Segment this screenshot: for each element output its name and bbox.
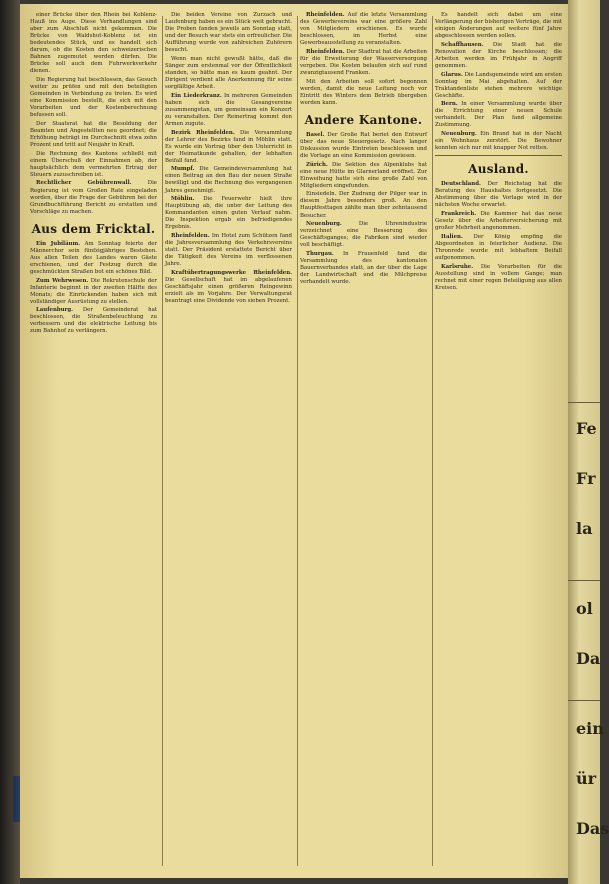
paragraph: Wenn man nicht gewußt hätte, daß die Sänger zum erstenmal vor der Öffentlichkeit standen, so hätte man es kaum geahnt. Der Dirigent verdient alle Anerkennung für seine sorgfältige Arbeit.	[165, 55, 292, 91]
paragraph: einer Brücke über den Rhein bei Koblenz-Hauß ins Auge. Diese Verhandlungen sind aber zum Abschluß nicht gekommen. Die Brücke von Waldshut-Koblenz ist ein bedeutendes Stück, und es handelt sich darum, ob die Kosten den schweizerischen Bahnen zugemutet werden dürfen. Die Brücke soll auch dem Fuhrwerkverkehr dienen.	[30, 12, 157, 75]
ad-fragment: ein	[576, 719, 604, 738]
paragraph: Rechtlicher Gebührenwall. Die Regierung ist vom Großen Rate eingeladen worden, über die Frage der Gebühren bei der Grundbuchführung Bericht zu erstatten und Vorschläge zu machen.	[30, 180, 158, 215]
paragraph: Glarus. Die Landsgemeinde wird am ersten Sonntag im Mai abgehalten. Auf der Traktandenliste stehen mehrere wichtige Geschäfte.	[435, 71, 563, 99]
paragraph: Möhlin. Die Feuerwehr hielt ihre Hauptübung ab, die unter der Leitung des Kommandanten einen guten Verlauf nahm. Die Inspektion ergab ein befriedigendes Ergebnis.	[165, 196, 292, 231]
paragraph: Neuenburg. Ein Brand hat in der Nacht ein Wohnhaus zerstört. Die Bewohner konnten sich nur mit knapper Not retten.	[435, 131, 562, 152]
ad-fragment: ür	[576, 769, 597, 788]
section-heading-kantone: Andere Kantone.	[304, 112, 423, 127]
page-columns	[30, 12, 563, 870]
paragraph: Karlsruhe. Die Vorarbeiten für die Ausstellung sind in vollem Gange; man rechnet mit einer regen Beteiligung aus allen Kreisen.	[435, 263, 562, 291]
ad-rule	[568, 580, 600, 581]
column-4	[435, 12, 562, 870]
paragraph: Basel. Der Große Rat beriet den Entwurf über das neue Steuergesetz. Nach langer Diskussion wurde Eintreten beschlossen und die Vorlage an eine Kommission gewiesen.	[300, 131, 427, 159]
paragraph: Ein Liederkranz. In mehreren Gemeinden haben sich die Gesangvereine zusammengetan, um gemeinsam ein Konzert zu veranstalten. Der Reinertrag kommt den Armen zugute.	[165, 92, 293, 127]
column-1	[30, 12, 157, 870]
section-heading-ausland: Ausland.	[468, 162, 529, 177]
paragraph: Mumpf. Die Gemeindeversammlung hat einen Beitrag an den Bau der neuen Straße bewilligt und die Rechnung des vergangenen Jahres genehmigt.	[165, 166, 292, 194]
ad-rule	[568, 402, 600, 403]
paragraph: Deutschland. Der Reichstag hat die Beratung des Haushaltes fortgesetzt. Die Abstimmung über die Vorlage wird in der nächsten Woche erwartet.	[435, 181, 562, 209]
paragraph: Bern. In einer Versammlung wurde über die Errichtung einer neuen Schule verhandelt. Der Plan fand allgemeine Zustimmung.	[435, 101, 563, 129]
column-rule	[297, 16, 298, 866]
paragraph: Rheinfelden. Der Stadtrat hat die Arbeiten für die Erweiterung der Wasserversorgung vergeben. Die Kosten belaufen sich auf rund zwanzigtausend Franken.	[300, 48, 427, 76]
column-3	[300, 12, 427, 870]
paragraph: Die beiden Vereine von Zurzach und Laufenburg haben es ein Stück weit gebracht. Die Proben fanden jeweils am Sonntag statt, und der Besuch war stets ein erfreulicher. Die Aufführung wurde von zahlreichen Zuhörern besucht.	[165, 12, 292, 54]
book-binding	[0, 0, 20, 884]
paragraph: Neuenburg. Die Uhrenindustrie verzeichnet eine Besserung des Geschäftsganges; die Fabriken sind wieder voll beschäftigt.	[300, 221, 427, 249]
paragraph: Rheinfelden. Auf die letzte Versammlung des Gewerbevereins war eine größere Zahl von Mitgliedern erschienen. Es wurde beschlossen, im Herbst eine Gewerbeausstellung zu veranstalten.	[300, 12, 427, 47]
column-rule	[432, 16, 433, 866]
column-2	[165, 12, 292, 870]
paragraph: Frankreich. Die Kammer hat das neue Gesetz über die Arbeiterversicherung mit großer Mehrheit angenommen.	[435, 211, 562, 232]
paragraph: Einsiedeln. Der Zudrang der Pilger war in diesem Jahre besonders groß. An den Hauptfesttagen zählte man über zehntausend Besucher.	[300, 191, 427, 219]
ad-fragment: la	[576, 519, 593, 538]
ad-fragment: ol	[576, 599, 593, 618]
paragraph: Italien. Der König empfing die Abgeordneten in feierlicher Audienz. Die Thronrede wurde mit lebhaftem Beifall aufgenommen.	[435, 233, 562, 261]
paragraph: Kraftübertragungswerke Rheinfelden. Die Gesellschaft hat im abgelaufenen Geschäftsjahr einen größeren Reingewinn erzielt als im Vorjahre. Der Verwaltungsrat beantragt eine Dividende von sieben Prozent.	[165, 269, 292, 304]
paragraph: Laufenburg. Der Gemeinderat hat beschlossen, die Straßenbeleuchtung zu verbessern und die elektrische Leitung bis zum Bahnhof zu verlängern.	[30, 307, 157, 335]
paragraph: Schaffhausen. Die Stadt hat die Renovation der Kirche beschlossen; die Arbeiten werden im Frühjahr in Angriff genommen.	[435, 41, 562, 69]
column-rule	[162, 16, 163, 866]
ad-rule	[568, 700, 600, 701]
ad-fragment: Da	[576, 649, 601, 668]
paragraph: Mit den Arbeiten soll sofort begonnen werden, damit die neue Leitung noch vor Eintritt des Winters dem Betrieb übergeben werden kann.	[300, 78, 427, 106]
section-heading-frickthal: Aus dem Fricktal.	[31, 221, 156, 236]
adjacent-page-edge	[568, 0, 609, 884]
ad-fragment: Das	[576, 819, 609, 838]
paragraph: Die Regierung hat beschlossen, das Gesuch weiter zu prüfen und mit den beteiligten Gemeinden in Verbindung zu treten. Es wird eine Kommission bestellt, die sich mit den Vorarbeiten und der Kostenberechnung befassen soll.	[30, 77, 157, 119]
paragraph: Es handelt sich dabei um eine Verlängerung der bisherigen Verträge, die mit einigen Änderungen auf weitere fünf Jahre abgeschlossen werden sollen.	[435, 12, 562, 40]
newspaper-page	[20, 4, 568, 878]
paragraph: Zürich. Die Sektion des Alpenklubs hat eine neue Hütte im Glarnerland eröffnet. Zur Einweihung hatte sich eine große Zahl von Mitgliedern eingefunden.	[300, 161, 427, 189]
paragraph: Die Rechnung des Kantons schließt mit einem Überschuß der Einnahmen ab, der hauptsächlich dem vermehrten Ertrag der Steuern zuzuschreiben ist.	[30, 150, 157, 178]
paragraph: Rheinfelden. Im Hotel zum Schützen fand die Jahresversammlung des Verkehrsvereins statt. Der Präsident erstattete Bericht über die Tätigkeit des Vereins im verflossenen Jahre.	[165, 232, 292, 268]
paragraph: Thurgau. In Frauenfeld fand die Versammlung des kantonalen Bauernverbandes statt, an der über die Lage der Landwirtschaft und die Milchpreise verhandelt wurde.	[300, 250, 427, 286]
paragraph: Ein Jubiläum. Am Sonntag feierte der Männerchor sein fünfzigjähriges Bestehen. Aus allen Teilen des Landes waren Gäste erschienen, und der Festzug durch die geschmückten Straßen bot ein schönes Bild.	[30, 240, 158, 275]
ad-fragment: Fr	[576, 469, 596, 488]
paragraph: Der Staatsrat hat die Besoldung der Beamten und Angestellten neu geordnet; die Erhöhung beträgt im Durchschnitt etwa zehn Prozent und tritt auf Neujahr in Kraft.	[30, 120, 157, 149]
ad-fragment: Fe	[576, 419, 597, 438]
paragraph: Zum Wehrwesen. Die Rekrutenschule der Infanterie beginnt in der zweiten Hälfte des Monats; die Einrückenden haben sich mit vollständiger Ausrüstung zu stellen.	[30, 277, 157, 305]
section-rule	[435, 155, 562, 156]
paragraph: Bezirk Rheinfelden. Die Versammlung der Lehrer des Bezirks fand in Möhlin statt. Es wurde ein Vortrag über den Unterricht in der Heimatkunde gehalten, der lebhaften Beifall fand.	[165, 129, 292, 164]
